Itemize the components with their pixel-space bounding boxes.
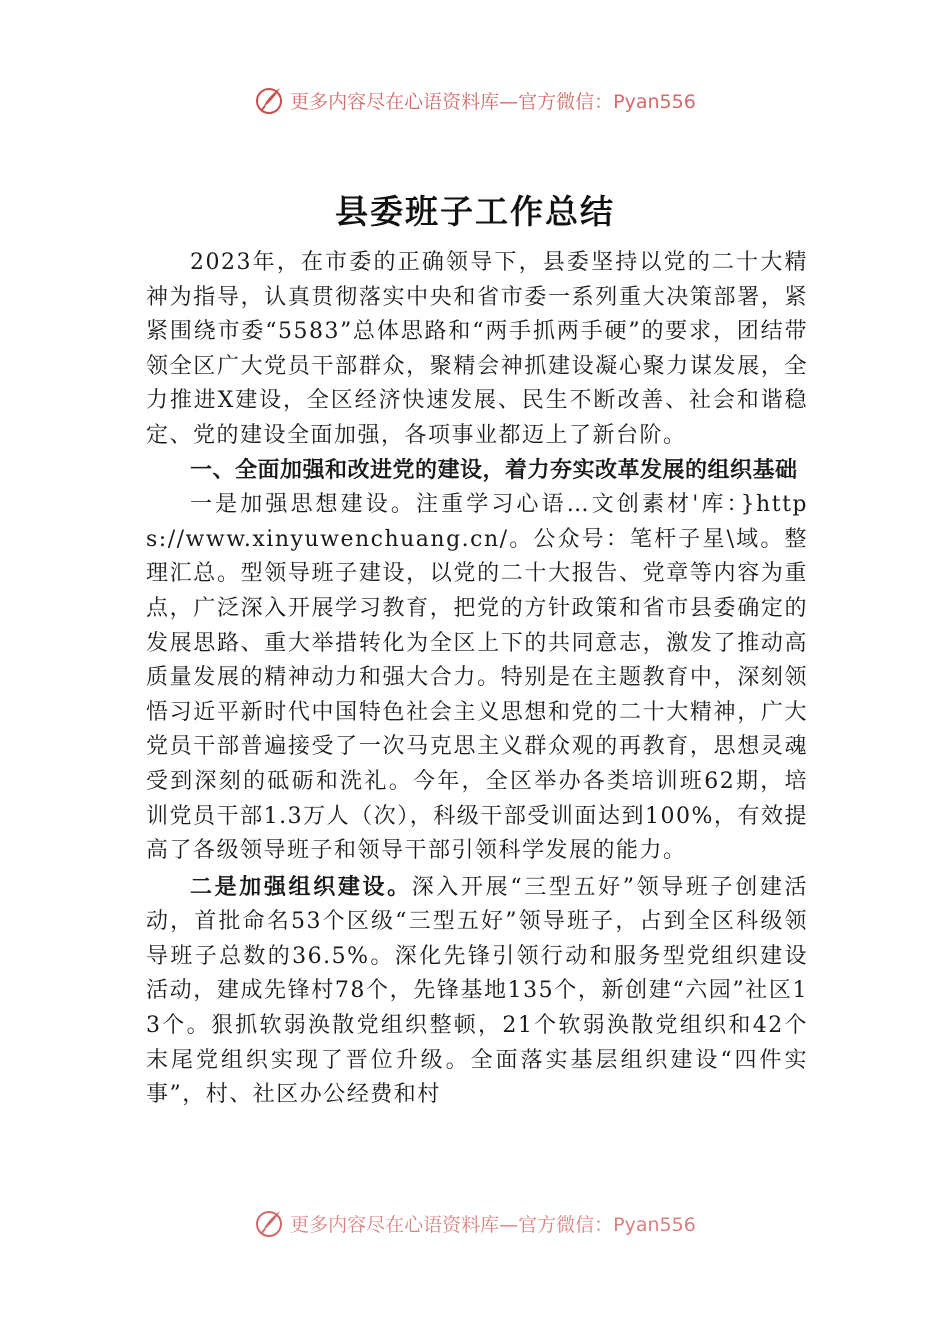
item-1-paragraph: 一是加强思想建设。注重学习心语…文创素材'库：}https://www.xinyuwenchuang.cn/。公众号：笔杆子星\域。整理汇总。型领导班子建设，以党的二十大报告、党章等内容为重点，广泛深入开展学习教育，把党的方针政策和省市县委确定的发展思路、重大举措转化为全区上下的共同意志，激发了推动高质量发展的精神动力和强大合力。特别是在主题教育中，深刻领悟习近平新时代中国特色社会主义思想和党的二十大精神，广大党员干部普遍接受了一次马克思主义群众观的再教育，思想灵魂受到深刻的砥砺和洗礼。今年，全区举办各类培训班62期，培训党员干部1.3万人（次），科级干部受训面达到100%，有效提高了各级领导班子和领导干部引领科学发展的能力。 [146,492,808,864]
item-2-body: 深入开展“三型五好”领导班子创建活动，首批命名53个区级“三型五好”领导班子，占到全区科级领导班子总数的36.5%。深化先锋引领行动和服务型党组织建设活动，建成先锋村78个，先锋基地135个，新创建“六园”社区13个。狠抓软弱涣散党组织整顿，21个软弱涣散党组织和42个末尾党组织实现了晋位升级。全面落实基层组织建设“四件实事”，村、社区办公经费和村 [146,874,808,1108]
quill-logo-icon [254,1208,284,1238]
quill-logo-icon [254,85,284,115]
item-2-lead: 二是加强组织建设。 [190,874,412,900]
intro-paragraph: 2023年，在市委的正确领导下，县委坚持以党的二十大精神为指导，认真贯彻落实中央和省市委一系列重大决策部署，紧紧围绕市委“5583”总体思路和“两手抓两手硬”的要求，团结带领全区广大党员干部群众，聚精会神抓建设凝心聚力谋发展，全力推进X建设，全区经济快速发展、民生不断改善、社会和谐稳定、党的建设全面加强，各项事业都迈上了新台阶。 [146,250,808,448]
watermark-footer [0,1208,950,1238]
document-title: 县委班子工作总结 [335,192,615,231]
watermark-text: 更多内容尽在心语资料库—官方微信：Pyan556 [290,1213,696,1236]
document-body [146,246,808,1210]
section-heading-1: 一、全面加强和改进党的建设，着力夯实改革发展的组织基础 [190,457,798,483]
watermark-text: 更多内容尽在心语资料库—官方微信：Pyan556 [290,90,696,113]
watermark-header [0,85,950,115]
item-2-paragraph [146,871,808,1113]
